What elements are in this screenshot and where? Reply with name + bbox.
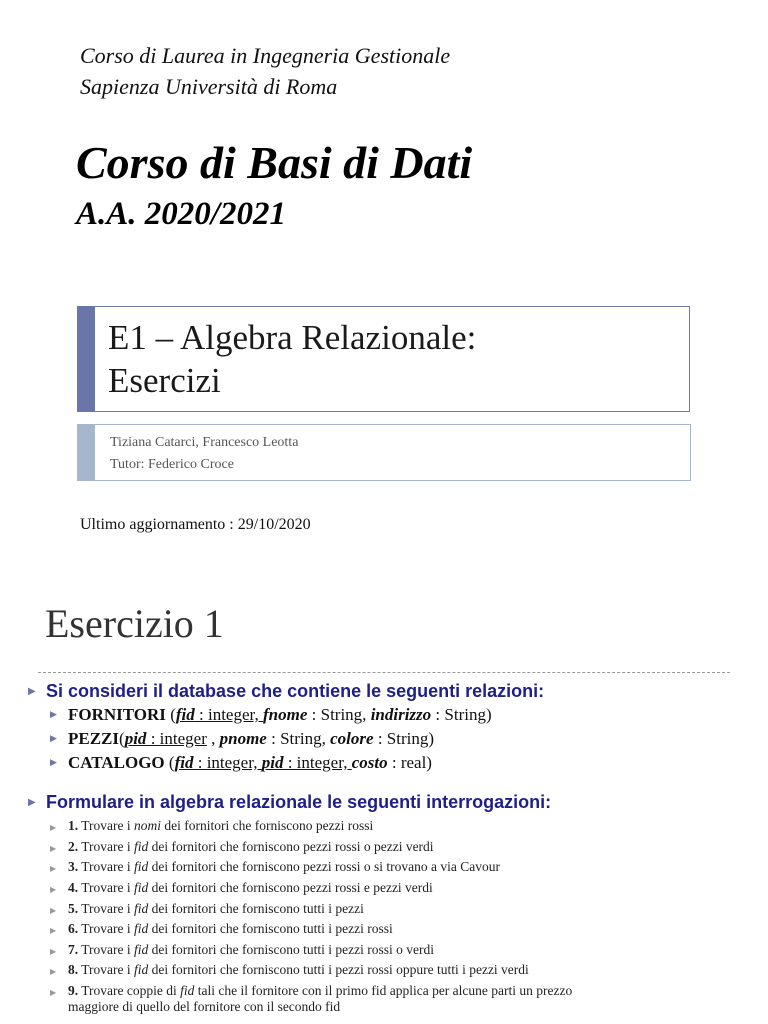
query-item: ▶ 2. Trovare i fid dei fornitori che forniscono pezzi rossi o pezzi verdi [68,839,434,855]
query-item: ▶ 1. Trovare i nomi dei fornitori che forniscono pezzi rossi [68,818,373,834]
query-item: ▶ 9. Trovare coppie di fid tali che il fornitore con il primo fid applica per alcune parti un prezzo maggiore di quello del fornitore con il secondo fid [50,983,573,1014]
authors-accent-bar [77,424,95,481]
bullet-arrow-icon: ▶ [50,926,57,935]
query-item: ▶ 8. Trovare i fid dei fornitori che forniscono tutti i pezzi rossi oppure tutti i pezzi verdi [68,962,529,978]
title-line-1: E1 – Algebra Relazionale: [108,318,477,357]
presentation-title [108,316,476,402]
authors [110,432,298,476]
relation-item: ▶ FORNITORI (fid : integer, fnome : String, indirizzo : String) [50,705,492,724]
last-updated: Ultimo aggiornamento : 29/10/2020 [80,516,311,533]
course-title: Corso di Basi di Dati [76,137,473,188]
author-names: Tiziana Catarci, Francesco Leotta [110,435,299,450]
relation-item: ▶ CATALOGO (fid : integer, pid : integer, costo : real) [50,753,432,772]
query-item: ▶ 7. Trovare i fid dei fornitori che forniscono tutti i pezzi rossi o verdi [68,942,434,958]
university-name: Sapienza Università di Roma [80,74,338,99]
bullet-arrow-icon: ▶ [50,947,57,956]
bullet-arrow-icon: ▶ [50,988,57,997]
bullet-arrow-icon: ▶ [50,885,57,894]
query-item: ▶ 6. Trovare i fid dei fornitori che forniscono tutti i pezzi rossi [68,921,393,937]
attribute: fnome [263,705,308,724]
key-attribute: fid [174,753,194,772]
bullet-arrow-icon: ▶ [50,864,57,873]
bullet-arrow-icon: ▶ [50,709,57,719]
intro-text: Si consideri il database che contiene le seguenti relazioni: [46,681,545,701]
title-accent-bar [77,306,95,412]
query-item: ▶ 5. Trovare i fid dei fornitori che forniscono tutti i pezzi [68,901,364,917]
title-line-2: Esercizi [108,361,221,400]
bullet-arrow-icon: ▶ [50,906,57,915]
relation-name: CATALOGO [68,753,165,772]
bullet-arrow-icon: ▶ [50,733,57,743]
degree-program: Corso di Laurea in Ingegneria Gestionale [80,43,451,68]
bullet-arrow-icon: ▶ [50,967,57,976]
key-attribute: pid [124,729,147,748]
bullet-arrow-icon: ▶ [28,797,36,808]
query-item: ▶ 3. Trovare i fid dei fornitori che forniscono pezzi rossi o si trovano a via Cavour [68,859,500,875]
attribute: costo [351,753,388,772]
task-bullet [28,792,552,813]
academic-year: A.A. 2020/2021 [76,196,286,232]
exercise-title: Esercizio 1 [45,601,224,646]
section-divider [38,672,730,673]
attribute: pnome [219,729,267,748]
key-attribute: fid [175,705,195,724]
intro-bullet [28,681,545,702]
bullet-arrow-icon: ▶ [50,757,57,767]
attribute: colore [330,729,374,748]
tutor-name: Tutor: Federico Croce [110,457,234,472]
key-attribute: pid [261,753,284,772]
relation-name: PEZZI [68,729,120,748]
relation-item: ▶ PEZZI(pid : integer , pnome : String, colore : String) [50,729,435,748]
bullet-arrow-icon: ▶ [50,823,57,832]
query-item: ▶ 4. Trovare i fid dei fornitori che forniscono pezzi rossi e pezzi verdi [68,880,433,896]
relation-name: FORNITORI [68,705,166,724]
bullet-arrow-icon: ▶ [28,686,36,697]
bullet-arrow-icon: ▶ [50,844,57,853]
task-text: Formulare in algebra relazionale le seguenti interrogazioni: [46,792,552,812]
attribute: indirizzo [370,705,432,724]
